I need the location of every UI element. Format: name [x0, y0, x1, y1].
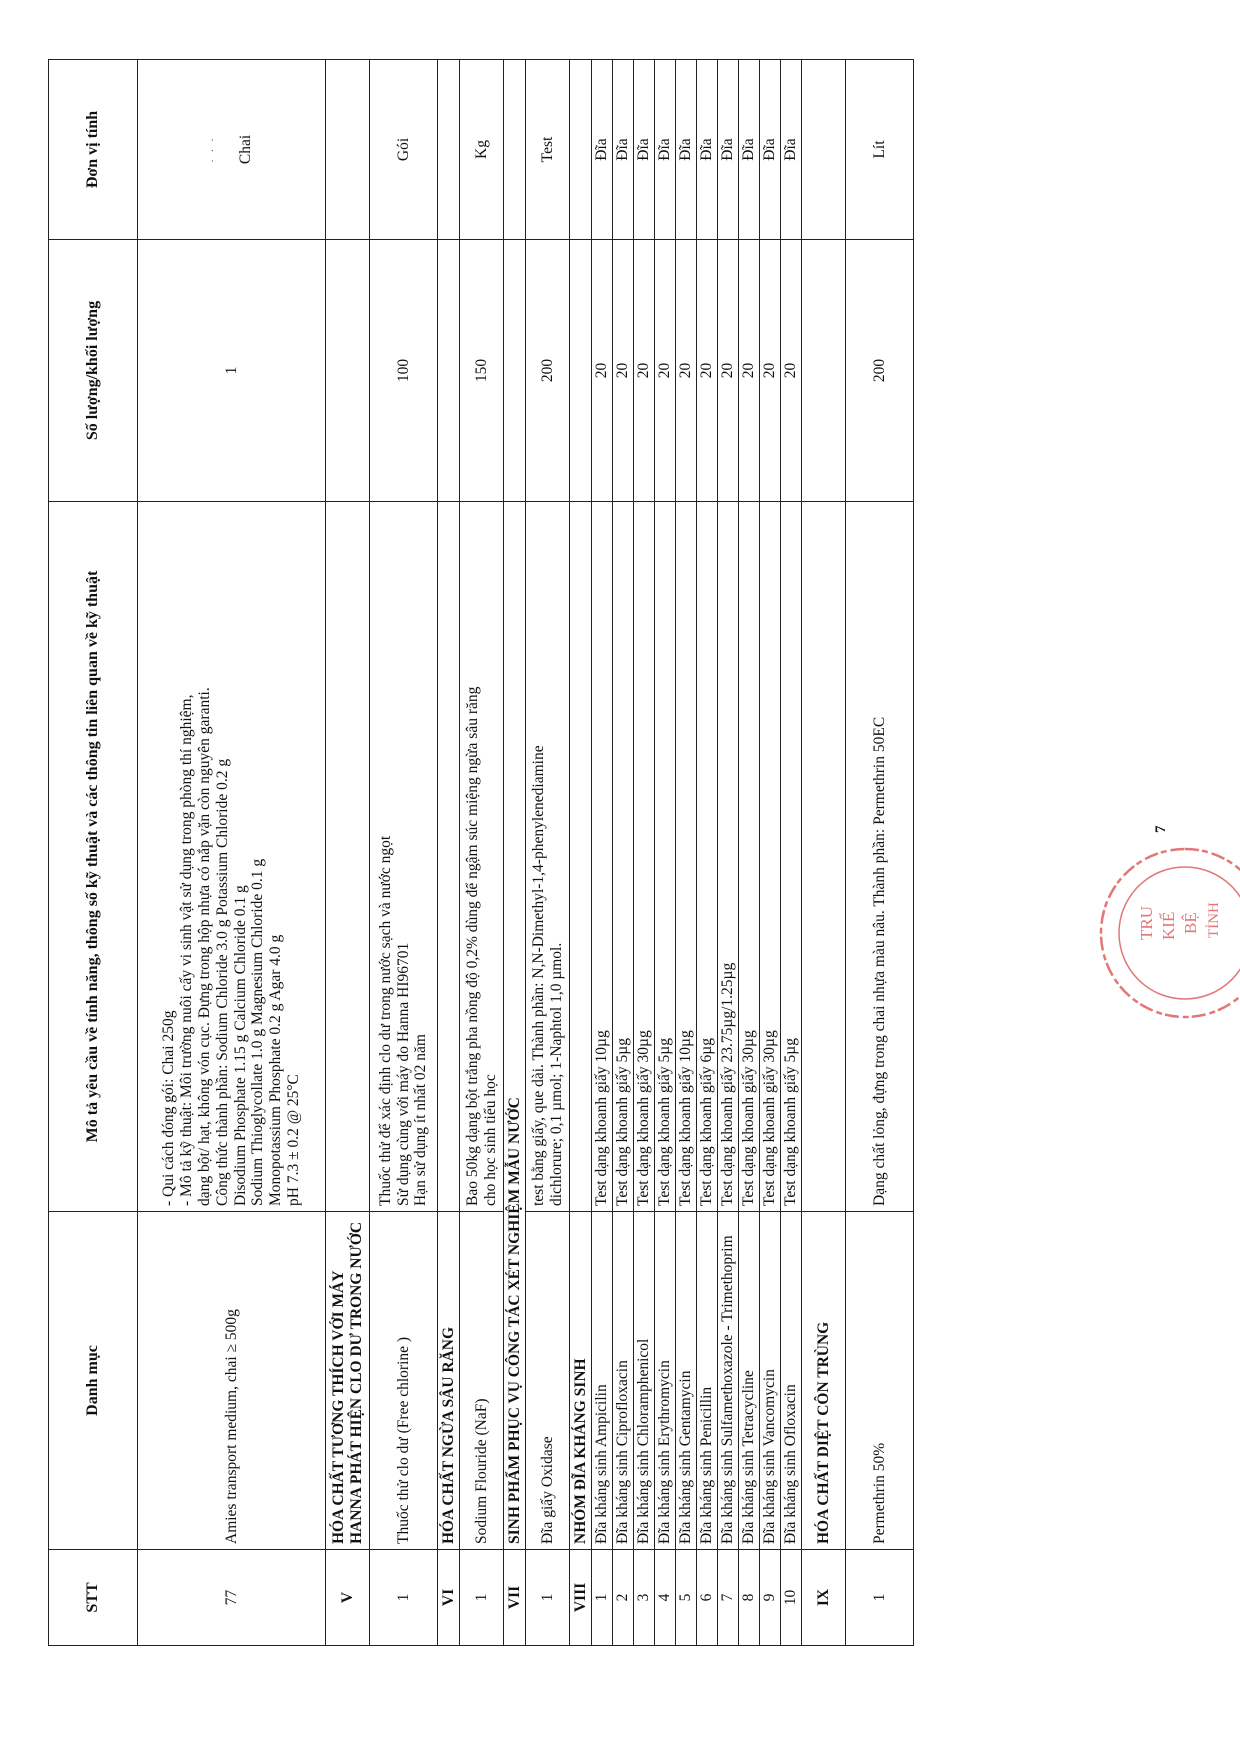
- table-row: [655, 60, 676, 1646]
- header-don-vi: Đơn vị tính: [49, 60, 138, 240]
- row-quantity: 20: [676, 240, 697, 502]
- section-stt: VI: [438, 1550, 460, 1646]
- procurement-table: [48, 59, 914, 1646]
- row-quantity: 20: [592, 240, 613, 502]
- table-row: [460, 60, 504, 1646]
- section-stt: V: [326, 1550, 370, 1646]
- row-name: Đĩa kháng sinh Ofloxacin: [781, 1212, 802, 1550]
- row-stt: 77: [138, 1550, 326, 1646]
- row-stt: 5: [676, 1550, 697, 1646]
- description-line: Monopotassium Phosphate 0.2 g Agar 4.0 g: [267, 934, 285, 1206]
- row-stt: 6: [697, 1550, 718, 1646]
- row-unit: Lít: [846, 60, 914, 240]
- section-row: [570, 60, 592, 1646]
- row-unit: Gói: [370, 60, 438, 240]
- row-description: Dạng chất lỏng, đựng trong chai nhựa màu nâu. Thành phần: Permethrin 50EC: [846, 502, 914, 1212]
- row-description: [460, 502, 504, 1212]
- stamp-text: BỆ: [1181, 912, 1200, 934]
- row-name: Đĩa kháng sinh Ciprofloxacin: [613, 1212, 634, 1550]
- row-description: Test dạng khoanh giấy 23.75µg/1.25µg: [718, 502, 739, 1212]
- row-name: Đĩa kháng sinh Gentamycin: [676, 1212, 697, 1550]
- row-unit: Đĩa: [781, 60, 802, 240]
- table-header-row: [49, 60, 138, 1646]
- row-unit: Đĩa: [760, 60, 781, 240]
- section-title: SINH PHẨM PHỤC VỤ CÔNG TÁC XÉT NGHIỆM MẪU NƯỚC: [504, 502, 526, 1550]
- row-stt: 8: [739, 1550, 760, 1646]
- row-name: Đĩa kháng sinh Penicillin: [697, 1212, 718, 1550]
- section-stt: VII: [504, 1550, 526, 1646]
- row-quantity: 100: [370, 240, 438, 502]
- table-row: [592, 60, 613, 1646]
- row-quantity: 150: [460, 240, 504, 502]
- row-description: Test dạng khoanh giấy 10µg: [676, 502, 697, 1212]
- section-title: HÓA CHẤT TƯƠNG THÍCH VỚI MÁY HANNA PHÁT HIỆN CLO DƯ TRONG NƯỚC: [326, 1212, 370, 1550]
- row-quantity: 20: [613, 240, 634, 502]
- row-stt: 10: [781, 1550, 802, 1646]
- description-line: pH 7.3 ± 0.2 @ 25°C: [284, 1074, 302, 1206]
- row-name: Đĩa kháng sinh Ampicilin: [592, 1212, 613, 1550]
- page-number: 7: [1153, 825, 1169, 833]
- header-so-luong: Số lượng/khối lượng: [49, 240, 138, 502]
- description-line: Bao 50kg dạng bột trắng pha nồng độ 0,2% dùng để ngậm súc miệng ngừa sâu răng: [463, 686, 481, 1206]
- table-row: [697, 60, 718, 1646]
- description-line: Thuốc thử để xác định clo dư trong nước sạch và nước ngọt: [376, 835, 394, 1206]
- row-unit: Đĩa: [655, 60, 676, 240]
- row-quantity: 20: [634, 240, 655, 502]
- row-name: Đĩa kháng sinh Chloramphenicol: [634, 1212, 655, 1550]
- row-quantity: 20: [697, 240, 718, 502]
- description-line: cho học sinh tiểu học: [481, 1074, 499, 1206]
- row-description: Test dạng khoanh giấy 30µg: [634, 502, 655, 1212]
- official-stamp: [1080, 825, 1240, 1038]
- row-name: Sodium Flouride (NaF): [460, 1212, 504, 1550]
- row-quantity: 20: [655, 240, 676, 502]
- header-stt: STT: [49, 1550, 138, 1646]
- row-stt: 9: [760, 1550, 781, 1646]
- row-description: Test dạng khoanh giấy 30µg: [760, 502, 781, 1212]
- section-title: NHÓM ĐĨA KHÁNG SINH: [570, 1212, 592, 1550]
- row-description: Test dạng khoanh giấy 5µg: [781, 502, 802, 1212]
- row-description: [526, 502, 570, 1212]
- table-row: [634, 60, 655, 1646]
- row-name: Đĩa kháng sinh Erythromycin: [655, 1212, 676, 1550]
- row-stt: 1: [526, 1550, 570, 1646]
- row-unit: Đĩa: [718, 60, 739, 240]
- row-stt: 1: [846, 1550, 914, 1646]
- table-row: [526, 60, 570, 1646]
- row-quantity: 200: [846, 240, 914, 502]
- row-stt: 1: [460, 1550, 504, 1646]
- row-description: [370, 502, 438, 1212]
- header-mo-ta: Mô tả yêu cầu về tính năng, thông số kỹ thuật và các thông tin liên quan về kỹ thuật: [49, 502, 138, 1212]
- stamp-text: KIỂ: [1159, 911, 1178, 940]
- row-quantity: 20: [760, 240, 781, 502]
- row-stt: 4: [655, 1550, 676, 1646]
- row-unit: Đĩa: [592, 60, 613, 240]
- row-unit: Test: [526, 60, 570, 240]
- table-row: [613, 60, 634, 1646]
- row-name: Đĩa giấy Oxidase: [526, 1212, 570, 1550]
- table-row: [676, 60, 697, 1646]
- table-row: [846, 60, 914, 1646]
- description-line: - Mô tả kỹ thuật: Môi trường nuôi cấy vi sinh vật sử dụng trong phòng thí nghiệm,: [178, 694, 196, 1206]
- row-quantity: 20: [739, 240, 760, 502]
- row-unit: Đĩa: [634, 60, 655, 240]
- row-name: Permethrin 50%: [846, 1212, 914, 1550]
- row-name: Đĩa kháng sinh Tetracycline: [739, 1212, 760, 1550]
- row-unit: Đĩa: [739, 60, 760, 240]
- row-unit-cell: [138, 60, 326, 240]
- table-row: [739, 60, 760, 1646]
- section-row: [504, 60, 526, 1646]
- stamp-text: TỈNH: [1206, 902, 1222, 938]
- row-quantity: 20: [718, 240, 739, 502]
- section-stt: VIII: [570, 1550, 592, 1646]
- section-stt: IX: [802, 1550, 846, 1646]
- row-description: Test dạng khoanh giấy 5µg: [613, 502, 634, 1212]
- description-line: dạng bột/ hạt, không vón cục. Đựng trong hộp nhựa có nắp vặn còn nguyên garanti.: [195, 687, 213, 1206]
- row-quantity: 1: [138, 240, 326, 502]
- description-line: - Qui cách đóng gói: Chai 250g: [160, 1010, 178, 1206]
- section-row: [802, 60, 846, 1646]
- section-row: [326, 60, 370, 1646]
- row-description: Test dạng khoanh giấy 10µg: [592, 502, 613, 1212]
- header-danh-muc: Danh mục: [49, 1212, 138, 1550]
- description-line: Disodium Phosphate 1.15 g Calcium Chloride 0.1 g: [231, 885, 249, 1206]
- row-name: Amies transport medium, chai ≥ 500g: [138, 1212, 326, 1550]
- row-description: Test dạng khoanh giấy 30µg: [739, 502, 760, 1212]
- table-row: [781, 60, 802, 1646]
- row-unit: Đĩa: [697, 60, 718, 240]
- row-name: Đĩa kháng sinh Vancomycin: [760, 1212, 781, 1550]
- description-line: Sodium Thioglycollate 1.0 g Magnesium Chloride 0.1 g: [249, 858, 267, 1206]
- rotated-page: [48, 60, 968, 1646]
- table-row: [718, 60, 739, 1646]
- description-line: test bằng giấy, que dài. Thành phần: N,N-Dimethyl-1,4-phenylenediamine: [529, 745, 547, 1206]
- row-quantity: 200: [526, 240, 570, 502]
- row-stt: 3: [634, 1550, 655, 1646]
- row-stt: 2: [613, 1550, 634, 1646]
- row-quantity: 20: [781, 240, 802, 502]
- row-name: Đĩa kháng sinh Sulfamethoxazole - Trimethoprim: [718, 1212, 739, 1550]
- row-stt: 1: [592, 1550, 613, 1646]
- table-row: [760, 60, 781, 1646]
- row-description: Test dạng khoanh giấy 5µg: [655, 502, 676, 1212]
- row-name: Thuốc thử clo dư (Free chlorine ): [370, 1212, 438, 1550]
- unit-dots: · · ·: [207, 136, 220, 163]
- stamp-text: TRU: [1137, 906, 1156, 940]
- row-unit: Đĩa: [613, 60, 634, 240]
- section-title: HÓA CHẤT DIỆT CÔN TRÙNG: [802, 1212, 846, 1550]
- row-description: [138, 502, 326, 1212]
- table-row: [370, 60, 438, 1646]
- table-row: [138, 60, 326, 1646]
- row-unit: Đĩa: [676, 60, 697, 240]
- row-stt: 7: [718, 1550, 739, 1646]
- description-line: dichlorure; 0,1 µmol; 1-Naphtol 1,0 µmol.: [547, 942, 565, 1206]
- section-row: [438, 60, 460, 1646]
- row-description: Test dạng khoanh giấy 6µg: [697, 502, 718, 1212]
- description-line: Sử dụng cùng với máy đo Hanna HI96701: [394, 942, 412, 1206]
- row-unit: Kg: [460, 60, 504, 240]
- description-line: Hạn sử dụng ít nhất 02 năm: [412, 1034, 430, 1206]
- row-stt: 1: [370, 1550, 438, 1646]
- section-title: HÓA CHẤT NGỪA SÂU RĂNG: [438, 1212, 460, 1550]
- row-unit: Chai: [237, 134, 255, 165]
- description-line: Công thức thành phần: Sodium Chloride 3.0 g Potassium Chloride 0.2 g: [213, 758, 231, 1206]
